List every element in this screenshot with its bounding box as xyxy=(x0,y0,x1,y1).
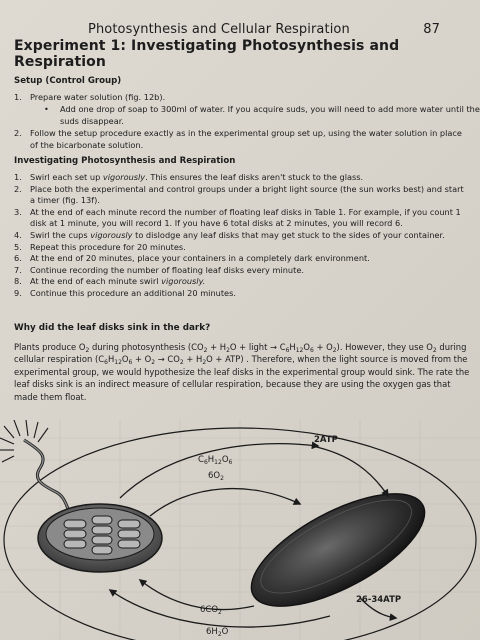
investigating-step xyxy=(14,253,470,265)
arrow-to-mitochondrion xyxy=(312,446,388,496)
setup-step xyxy=(14,128,470,151)
investigating-heading: Investigating Photosynthesis and Respiration xyxy=(14,156,236,166)
setup-bullet xyxy=(44,104,480,127)
step-text: At the end of 20 minutes, place your containers in a completely dark environment. xyxy=(30,253,370,264)
step-text: Place both the experimental and control groups under a bright light source (the sun works best) and start a timer (fig. 13f). xyxy=(30,183,464,206)
investigating-step xyxy=(14,184,470,207)
step-number: 3. xyxy=(14,206,22,217)
chloroplast-icon xyxy=(38,504,162,572)
step-text: Prepare water solution (fig. 12b). xyxy=(30,92,166,102)
step-number: 8. xyxy=(14,276,22,287)
page-number: 87 xyxy=(423,22,440,37)
step-text: Follow the setup procedure exactly as in the experimental group set up, using the water solution in place of the bicarbonate solution. xyxy=(30,128,462,150)
investigating-list xyxy=(14,172,470,300)
mitochondrion-icon xyxy=(235,471,440,628)
step-text-tail: . This ensures the leaf disks aren't stuck to the glass. xyxy=(145,172,364,182)
investigating-step xyxy=(14,172,470,184)
cycle-diagram xyxy=(0,420,480,640)
step-number: 7. xyxy=(14,264,22,275)
label-6co2: $6CO_2$ xyxy=(200,605,222,616)
arrow-top-inner xyxy=(150,489,300,516)
setup-heading: Setup (Control Group) xyxy=(14,76,122,86)
investigating-step xyxy=(14,242,470,254)
experiment-title: Experiment 1: Investigating Photosynthesis and Respiration xyxy=(14,38,400,70)
label-6h2o: $6H_2O$ xyxy=(206,627,229,638)
label-glucose: $C_6H_{12}O_6$ xyxy=(198,455,233,466)
question-heading: Why did the leaf disks sink in the dark? xyxy=(14,323,211,333)
investigating-step xyxy=(14,230,470,242)
step-emphasis: vigorously xyxy=(102,172,146,182)
setup-step xyxy=(14,92,470,104)
label-2atp: 2ATP xyxy=(314,435,338,445)
step-text: Continue recording the number of floating leaf disks every minute. xyxy=(30,264,304,275)
step-number: 9. xyxy=(14,287,22,298)
step-text: Continue this procedure an additional 20 minutes. xyxy=(30,287,236,298)
step-number: 4. xyxy=(14,229,22,240)
step-text: Repeat this procedure for 20 minutes. xyxy=(30,241,186,252)
step-number: 1. xyxy=(14,172,22,182)
step-text: At the end of each minute swirl xyxy=(30,276,162,287)
setup-list-cont xyxy=(14,128,470,151)
arrow-bottom-inner xyxy=(140,580,254,610)
step-number: 2. xyxy=(14,183,22,194)
step-text: Swirl each set up xyxy=(30,172,103,182)
step-text-tail: to dislodge any leaf disks that may get stuck to the sides of your container. xyxy=(132,229,445,240)
label-6o2: $6O_2$ xyxy=(208,471,224,482)
label-26-34atp: 26-34ATP xyxy=(356,595,402,605)
step-emphasis: vigorously xyxy=(90,229,133,240)
explanation-paragraph: Plants produce $O_2$ during photosynthesis ($CO_2 + H_2O$ + light → $C_6H_{12}O_6 + O_2$). However, they use $O_2$ during cellular respiration $(C_6H_{12}O_6 + O_2 \to CO_2 + H_2O + ATP)$ . Therefore, when the light source is moved from the experimental group, we would hypothesize the leaf disks in the experimental group would sink. The rate the leaf disks sink is an indirect measure of cellular respiration, because they are using the oxygen gas that made them float. xyxy=(14,342,470,402)
bullet-dot-icon: • xyxy=(44,104,49,114)
step-text: At the end of each minute record the number of floating leaf disks in Table 1. For example, if you count 1 disk at 1 minute, you will record 1. If you have 6 total disks at 2 minutes, you will record 6. xyxy=(30,206,461,229)
step-number: 6. xyxy=(14,253,22,264)
setup-list xyxy=(14,92,470,104)
running-header xyxy=(88,22,458,37)
bullet-text: Add one drop of soap to 300ml of water. If you acquire suds, you will need to add more water until the suds disappear. xyxy=(60,104,480,126)
step-number: 5. xyxy=(14,241,22,252)
investigating-step xyxy=(14,265,470,277)
step-text: Swirl the cups xyxy=(30,229,91,240)
investigating-step xyxy=(14,207,470,230)
investigating-step xyxy=(14,276,470,288)
step-number: 1. xyxy=(14,92,22,102)
step-number: 2. xyxy=(14,128,22,138)
light-energy-arrow xyxy=(24,440,70,514)
step-emphasis: vigorously. xyxy=(161,276,206,287)
investigating-step xyxy=(14,288,470,300)
header-title: Photosynthesis and Cellular Respiration xyxy=(88,22,350,37)
